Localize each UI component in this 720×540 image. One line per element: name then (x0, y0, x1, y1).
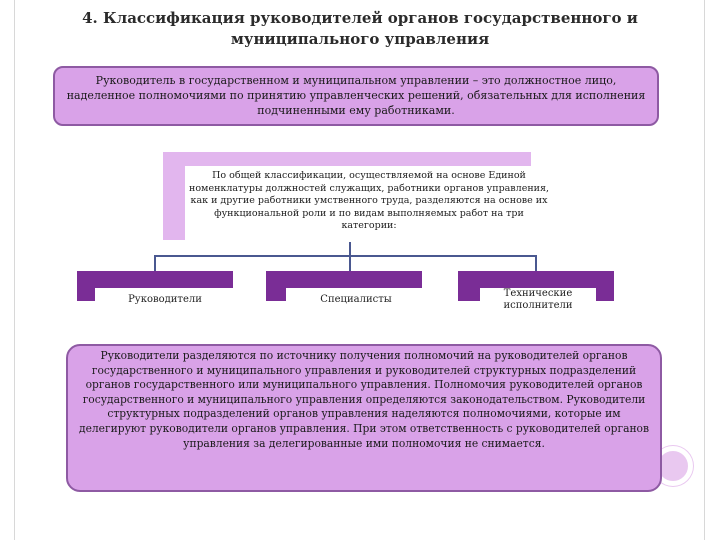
left-margin-line (14, 0, 15, 540)
connector-center (349, 255, 351, 271)
managers-description-box: Руководители разделяются по источнику получения полномочий на руководителей органов государственного и муниципального управления и руководителей структурных подразделений органов государственного или муниципального управления. Полномочия руководителей органов государственного и муниципального управления определяются законодательством. Руководители структурных подразделений органов управления наделяются полномочиями, которые им делегируют руководители органов управления. При этом ответственность с руководителей органов управления за делегированные ими полномочия не снимается. (66, 344, 662, 492)
connector-left (154, 255, 156, 271)
classification-text: По общей классификации, осуществляемой на основе Единой номенклатуры должностей служащих, работники органов управления, как и другие работники умственного труда, разделяются на основе их функциональной роли и по видам выполняемых работ на три категории: (185, 166, 553, 242)
connector-vertical-main (349, 242, 351, 256)
connector-horizontal (154, 255, 537, 257)
right-margin-line (704, 0, 705, 540)
slide-title: 4. Классификация руководителей органов государственного и муниципального управления (82, 9, 638, 48)
category-technical-staff: Технические исполнители (480, 288, 596, 312)
connector-right (535, 255, 537, 271)
category-managers: Руководители (95, 288, 235, 312)
category-specialists: Специалисты (286, 288, 426, 312)
definition-box: Руководитель в государственном и муниципальном управлении – это должностное лицо, наделенное полномочиями по принятию управленческих решений, обязательных для исполнения подчиненными ему работниками. (53, 66, 659, 126)
